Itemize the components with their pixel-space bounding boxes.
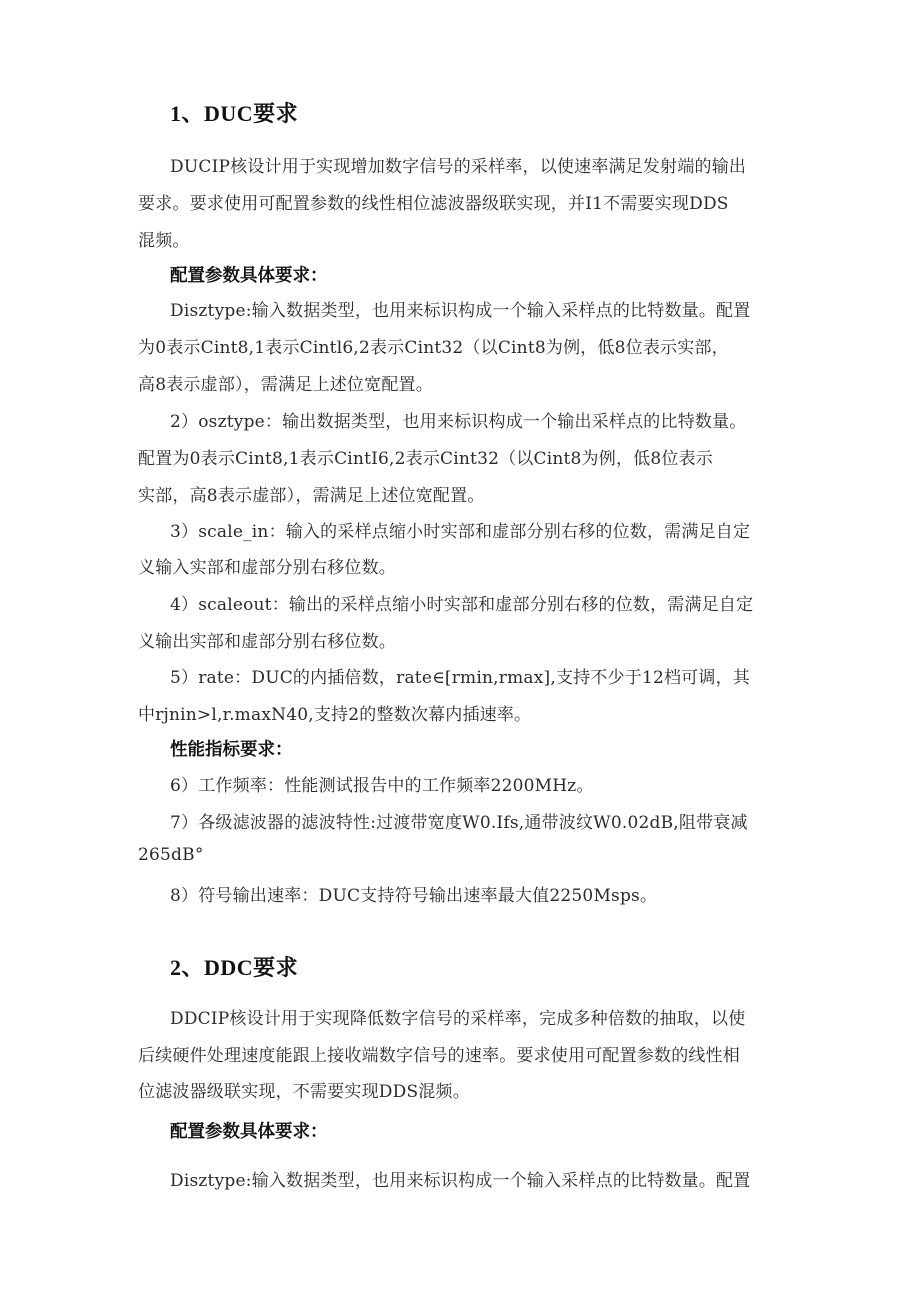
section-2-intro-line-1: DDCIP核设计用于实现降低数字信号的采样率，完成多种倍数的抽取，以使	[170, 1009, 746, 1029]
section-1-config-line: 实部，高8表示虚部），需满足上述位宽配置。	[138, 486, 485, 506]
section-2-intro-line-2: 后续硬件处理速度能跟上接收端数字信号的速率。要求使用可配置参数的线性相	[138, 1046, 740, 1066]
section-2-heading: 2、DDC要求	[170, 955, 299, 980]
section-1-performance-line: 7）各级滤波器的滤波特性:过渡带宽度W0.Ifs,通带波纹W0.02dB,阻带衰减	[170, 813, 748, 833]
section-1-config-line: 4）scaleout：输出的采样点缩小时实部和虚部分别右移的位数，需满足自定	[170, 595, 754, 615]
section-1-config-line: 中rjnin>l,r.maxN40,支持2的整数次幕内插速率。	[138, 705, 532, 725]
section-1-intro-line-3: 混频。	[138, 231, 190, 251]
section-1-config-line: 3）scale_in：输入的采样点缩小时实部和虚部分别右移的位数，需满足自定	[170, 522, 751, 542]
section-1-config-line: 义输入实部和虚部分别右移位数。	[138, 558, 396, 578]
section-1-performance-line: 6）工作频率：性能测试报告中的工作频率2200MHz。	[170, 776, 594, 796]
section-1-config-line: 5）rate：DUC的内插倍数，rate∈[rmin,rmax],支持不少于12档可调，其	[170, 668, 750, 688]
section-1-config-line: 2）osztype：输出数据类型，也用来标识构成一个输出采样点的比特数量。	[170, 412, 747, 432]
section-1-performance-heading: 性能指标要求：	[170, 740, 293, 760]
section-2-intro-line-3: 位滤波器级联实现，不需要实现DDS混频。	[138, 1082, 470, 1102]
section-2-config-line: Disztype:输入数据类型，也用来标识构成一个输入采样点的比特数量。配置	[170, 1171, 751, 1191]
section-1-heading: 1、DUC要求	[170, 101, 299, 126]
section-1-intro-line-2: 要求。要求使用可配置参数的线性相位滤波器级联实现，并I1不需要实现DDS	[138, 194, 729, 214]
section-1-config-heading: 配置参数具体要求：	[170, 266, 328, 286]
section-1-performance-line: 265dB°	[138, 845, 204, 865]
section-1-config-line: Disztype:输入数据类型，也用来标识构成一个输入采样点的比特数量。配置	[170, 301, 751, 321]
section-1-config-line: 高8表示虚部），需满足上述位宽配置。	[138, 375, 433, 395]
section-1-config-line: 义输出实部和虚部分别右移位数。	[138, 632, 396, 652]
section-2-config-heading: 配置参数具体要求：	[170, 1122, 328, 1142]
section-1-config-line: 配置为0表示Cint8,1表示CintI6,2表示Cint32（以Cint8为例，低8位表示	[138, 449, 713, 469]
section-1-config-line: 为0表示Cint8,1表示Cintl6,2表示Cint32（以Cint8为例，低8位表示实部，	[138, 338, 729, 358]
section-1-performance-line: 8）符号输出速率：DUC支持符号输出速率最大值2250Msps。	[170, 886, 658, 906]
section-1-intro-line-1: DUCIP核设计用于实现增加数字信号的采样率，以使速率满足发射端的输出	[170, 157, 747, 177]
